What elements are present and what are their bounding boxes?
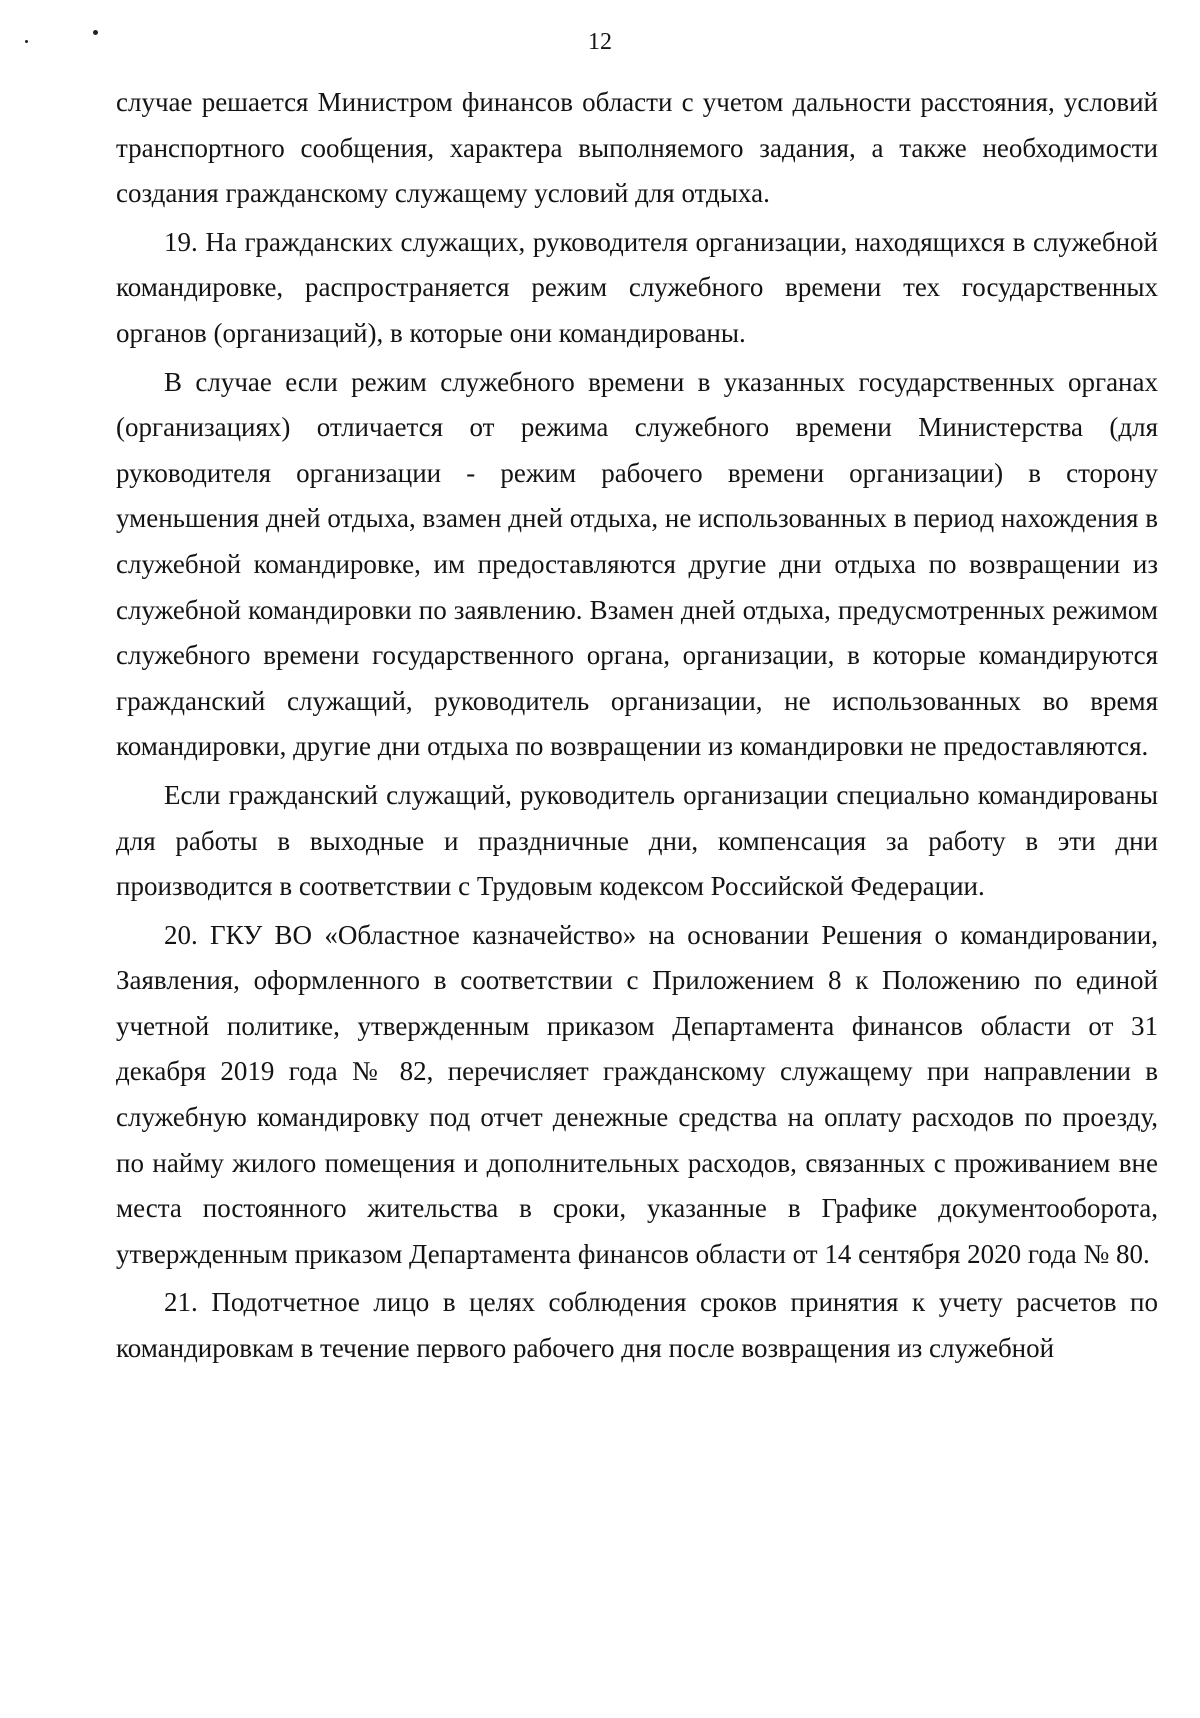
paragraph-item-20: 20. ГКУ ВО «Областное казначейство» на основании Решения о командировании, Заявления, оформленного в соответствии с Приложением 8 к Положению по единой учетной политике, утвержденным приказом Департамента финансов области от 31 декабря 2019 года № 82, перечисляет гражданскому служащему при направлении в служебную командировку под отчет денежные средства на оплату расходов по проезду, по найму жилого помещения и дополнительных расходов, связанных с проживанием вне места постоянного жительства в сроки, указанные в Графике документооборота, утвержденным приказом Департамента финансов области от 14 сентября 2020 года № 80. [116,919,1158,1269]
paragraph-continuation: случае решается Министром финансов области с учетом дальности расстояния, условий транспортного сообщения, характера выполняемого задания, а также необходимости создания гражданскому служащему условий для отдыха. [116,87,1158,209]
paragraph-item-21: 21. Подотчетное лицо в целях соблюдения сроков принятия к учету расчетов по командировкам в течение первого рабочего дня после возвращения из служебной [116,1287,1158,1364]
document-body [116,80,1158,1375]
page-number: 12 [588,29,612,55]
paragraph-item-19: 19. На гражданских служащих, руководителя организации, находящихся в служебной командировке, распространяется режим служебного времени тех государственных органов (организаций), в которые они командированы. [116,226,1158,348]
paragraph-holiday-work: Если гражданский служащий, руководитель организации специально командированы для работы в выходные и праздничные дни, компенсация за работу в эти дни производится в соответствии с Трудовым кодексом Российской Федерации. [116,779,1158,902]
paragraph-rest-days: В случае если режим служебного времени в указанных государственных органах (организациях) отличается от режима служебного времени Министерства (для руководителя организации - режим рабочего времени организации) в сторону уменьшения дней отдыха, взамен дней отдыха, не использованных в период нахождения в служебной командировке, им предоставляются другие дни отдыха по возвращении из служебной командировки по заявлению. Взамен дней отдыха, предусмотренных режимом служебного времени государственного органа, организации, в которые командируются гражданский служащий, руководитель организации, не использованных во время командировки, другие дни отдыха по возвращении из командировки не предоставляются. [116,366,1158,762]
